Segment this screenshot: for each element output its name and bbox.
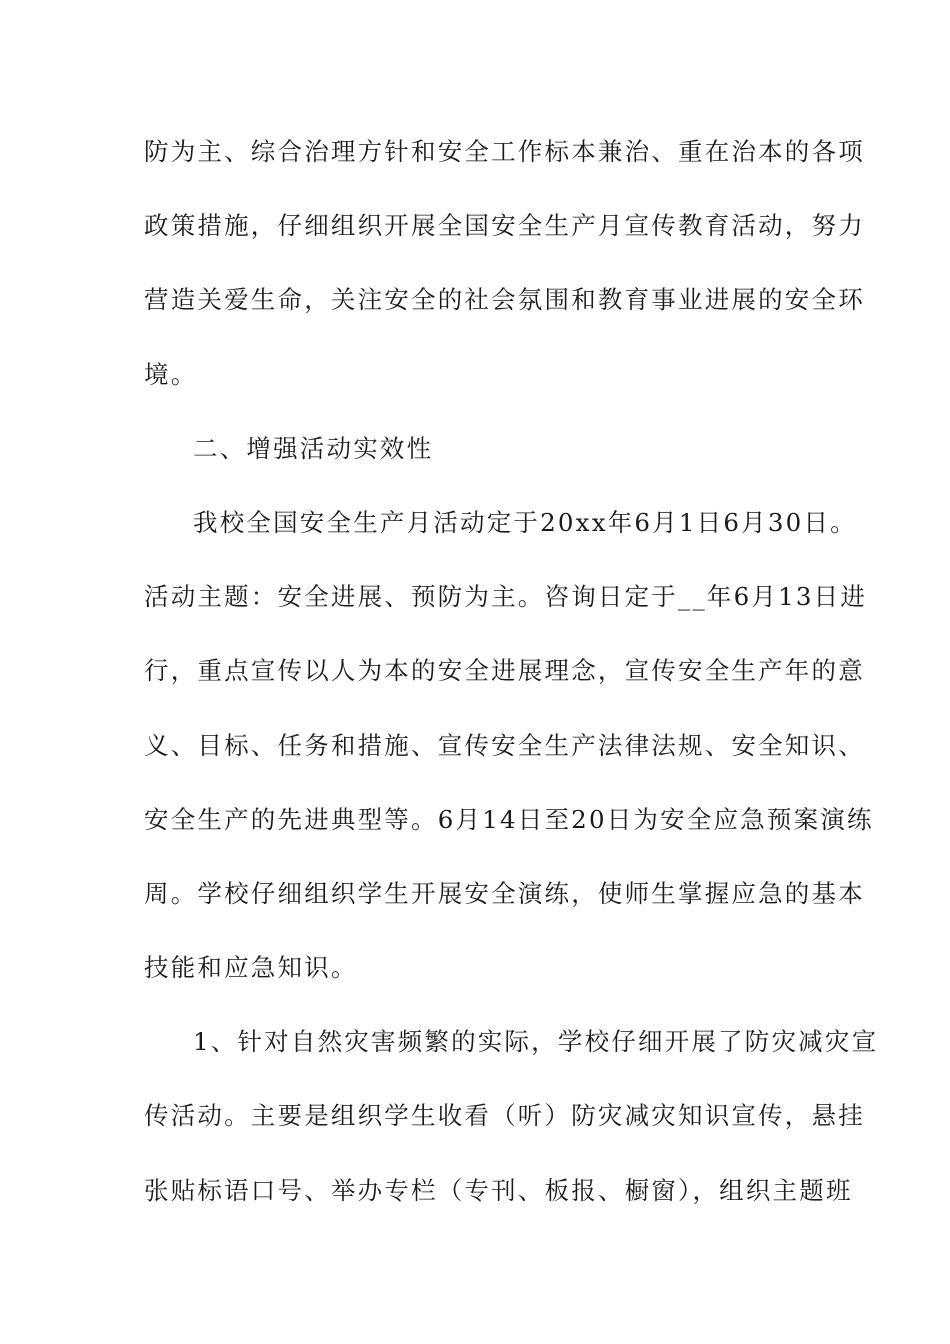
body-text-line: 传活动。主要是组织学生收看（听）防灾减灾知识宣传，悬挂 bbox=[144, 1101, 865, 1130]
body-text-line: 周。学校仔细组织学生开展安全演练，使师生掌握应急的基本 bbox=[144, 879, 865, 908]
body-text-line: 防为主、综合治理方针和安全工作标本兼治、重在治本的各项 bbox=[144, 137, 865, 166]
body-text-line: 活动主题：安全进展、预防为主。咨询日定于__年6月13日进 bbox=[144, 582, 868, 611]
body-text-line: 1、针对自然灾害频繁的实际，学校仔细开展了防灾减灾宣 bbox=[193, 1027, 879, 1056]
body-text-line: 政策措施，仔细组织开展全国安全生产月宣传教育活动，努力 bbox=[144, 211, 865, 240]
section-heading: 二、增强活动实效性 bbox=[193, 434, 434, 463]
body-text-line: 行，重点宣传以人为本的安全进展理念，宣传安全生产年的意 bbox=[144, 656, 865, 685]
body-text-line: 张贴标语口号、举办专栏（专刊、板报、橱窗），组织主题班 bbox=[144, 1176, 853, 1205]
body-text-line: 技能和应急知识。 bbox=[144, 953, 358, 982]
body-text-line: 营造关爱生命，关注安全的社会氛围和教育事业进展的安全环 bbox=[144, 285, 865, 314]
body-text-line: 义、目标、任务和措施、宣传安全生产法律法规、安全知识、 bbox=[144, 731, 865, 760]
body-text-line: 境。 bbox=[144, 360, 198, 389]
body-text-line: 我校全国安全生产月活动定于20xx年6月1日6月30日。 bbox=[193, 508, 857, 537]
body-text-line: 安全生产的先进典型等。6月14日至20日为安全应急预案演练 bbox=[144, 805, 874, 834]
